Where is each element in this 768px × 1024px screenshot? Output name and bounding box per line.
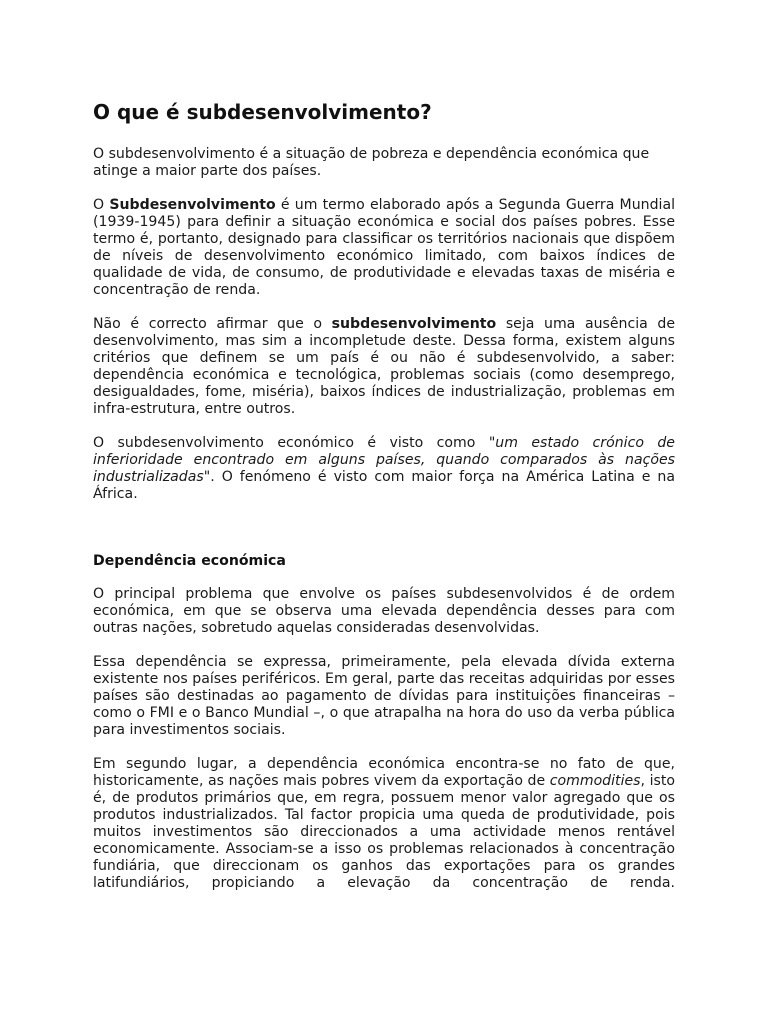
paragraph-criteria-pre: Não é correcto afirmar que o — [93, 316, 332, 332]
paragraph-criteria-post: seja uma ausência de desenvolvimento, mas sim a incompletude deste. Dessa forma, existem alguns critérios que definem se um país é ou não é subdesenvolvido, a saber: dependência económica e tecnológica, problemas sociais (como desemprego, desigualdades, fome, miséria), baixos índices de industrialização, problemas em infra-estrutura, entre outros. — [93, 316, 676, 417]
paragraph-criteria — [93, 316, 675, 418]
paragraph-economic — [93, 435, 675, 503]
paragraph-criteria-bold: subdesenvolvimento — [331, 316, 497, 332]
paragraph-commodities-post: , isto é, de produtos primários que, em regra, possuem menor valor agregado que os produtos industrializados. Tal factor propicia uma queda de produtividade, pois muitos investimentos são direccionados a uma actividade menos rentável economicamente. Associam-se a isso os problemas relacionados à concentração fundiária, que direccionam os ganhos das exportações para os grandes latifundiários, propiciando a elevação da concentração de renda. — [93, 773, 675, 891]
paragraph-main-problem: O principal problema que envolve os países subdesenvolvidos é de ordem económica, em que se observa uma elevada dependência desses para com outras nações, sobretudo aquelas consideradas desenvolvidas. — [93, 586, 675, 636]
paragraph-economic-quote: "um estado crónico de inferioridade encontrado em alguns países, quando comparados às nações industrializadas" — [93, 435, 675, 485]
page-title: O que é subdesenvolvimento? — [93, 100, 432, 124]
paragraph-definition-post: é um termo elaborado após a Segunda Guerra Mundial (1939-1945) para definir a situação económica e social dos países pobres. Esse termo é, portanto, designado para classificar os territórios nacionais que dispõem de níveis de desenvolvimento económico limitado, com baixos índices de qualidade de vida, de consumo, de produtividade e elevadas taxas de miséria e concentração de renda. — [93, 197, 675, 298]
document-page — [93, 100, 675, 909]
paragraph-economic-pre: O subdesenvolvimento económico é visto como — [93, 435, 489, 451]
paragraph-definition — [93, 197, 675, 299]
paragraph-definition-bold: Subdesenvolvimento — [109, 197, 276, 213]
paragraph-definition-pre: O — [93, 197, 110, 213]
paragraph-commodities — [93, 756, 675, 892]
paragraph-economic-post: . O fenómeno é visto com maior força na América Latina e na África. — [93, 469, 675, 502]
paragraph-commodities-pre: Em segundo lugar, a dependência económica encontra-se no fato de que, historicamente, as nações mais pobres vivem da exportação de — [93, 756, 675, 789]
paragraph-debt: Essa dependência se expressa, primeiramente, pela elevada dívida externa existente nos países periféricos. Em geral, parte das receitas adquiridas por esses países são destinadas ao pagamento de dívidas para instituições financeiras – como o FMI e o Banco Mundial –, o que atrapalha na hora do uso da verba pública para investimentos sociais. — [93, 654, 675, 738]
paragraph-commodities-italic: commodities — [549, 773, 641, 789]
intro-paragraph: O subdesenvolvimento é a situação de pobreza e dependência económica que atinge a maior parte dos países. — [93, 146, 650, 179]
section-heading: Dependência económica — [93, 553, 286, 569]
